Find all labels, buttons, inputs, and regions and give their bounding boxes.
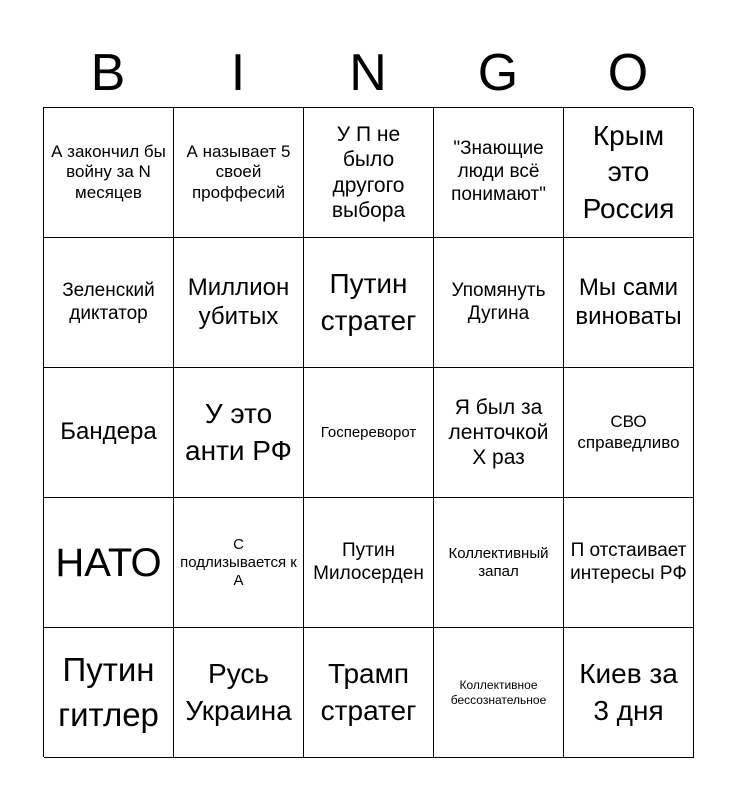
bingo-cell[interactable] (44, 238, 174, 368)
header-letter-n: N (349, 44, 387, 102)
cell-text: Коллективное бессознательное (450, 678, 547, 707)
bingo-cell[interactable] (44, 108, 174, 238)
cell-text: С подлизывается к А (180, 535, 297, 589)
cell-text: Трамп стратег (320, 658, 417, 726)
bingo-cell[interactable] (304, 238, 434, 368)
bingo-cell[interactable] (304, 498, 434, 628)
bingo-cell[interactable] (434, 498, 564, 628)
cell-text: Путин гитлер (58, 650, 159, 733)
bingo-cell[interactable] (564, 108, 694, 238)
cell-text: У это анти РФ (185, 398, 292, 466)
bingo-cell[interactable] (434, 628, 564, 758)
header-letter-i: I (230, 44, 246, 102)
cell-text: Госпереворот (320, 423, 417, 441)
cell-text: Я был за ленточкой Х раз (448, 395, 549, 470)
bingo-cell[interactable] (44, 498, 174, 628)
bingo-cell[interactable] (44, 368, 174, 498)
cell-text: СВО справедливо (577, 412, 680, 452)
bingo-cell[interactable] (174, 108, 304, 238)
cell-text: "Знающие люди всё понимают" (451, 138, 546, 205)
bingo-cell[interactable] (304, 368, 434, 498)
cell-text: Миллион убитых (187, 273, 290, 330)
cell-text: Коллективный запал (448, 544, 549, 580)
bingo-cell[interactable] (564, 498, 694, 628)
cell-text: НАТО (55, 540, 162, 585)
bingo-cell[interactable] (564, 628, 694, 758)
bingo-cell[interactable] (174, 628, 304, 758)
bingo-cell[interactable] (174, 368, 304, 498)
bingo-cell[interactable] (174, 498, 304, 628)
bingo-cell[interactable] (304, 108, 434, 238)
cell-text: Крым это Россия (582, 119, 675, 224)
cell-text: Путин стратег (320, 268, 417, 336)
cell-text: Мы сами виноваты (575, 273, 682, 330)
bingo-cell[interactable] (564, 238, 694, 368)
bingo-header (43, 38, 693, 108)
bingo-cell[interactable] (434, 368, 564, 498)
cell-text: А закончил бы войну за N месяцев (51, 141, 166, 202)
bingo-cell[interactable] (434, 238, 564, 368)
cell-text: Упомянуть Дугина (451, 279, 546, 324)
cell-text: Киев за 3 дня (579, 658, 678, 726)
cell-text: Зеленский диктатор (62, 279, 155, 324)
cell-text: Путин Милосерден (313, 539, 424, 584)
bingo-cell[interactable] (564, 368, 694, 498)
bingo-cell[interactable] (44, 628, 174, 758)
cell-text: Русь Украина (185, 658, 292, 726)
cell-text: П отстаивает интересы РФ (570, 539, 687, 584)
header-letter-g: G (477, 44, 519, 102)
bingo-cell[interactable] (434, 108, 564, 238)
cell-text: А называет 5 своей проффесий (186, 141, 291, 202)
cell-text: Бандера (60, 418, 157, 446)
cell-text: У П не было другого выбора (331, 123, 406, 222)
header-letter-b: B (90, 44, 126, 102)
bingo-cell[interactable] (304, 628, 434, 758)
bingo-board (43, 107, 693, 757)
header-letter-o: O (607, 44, 649, 102)
bingo-cell[interactable] (174, 238, 304, 368)
